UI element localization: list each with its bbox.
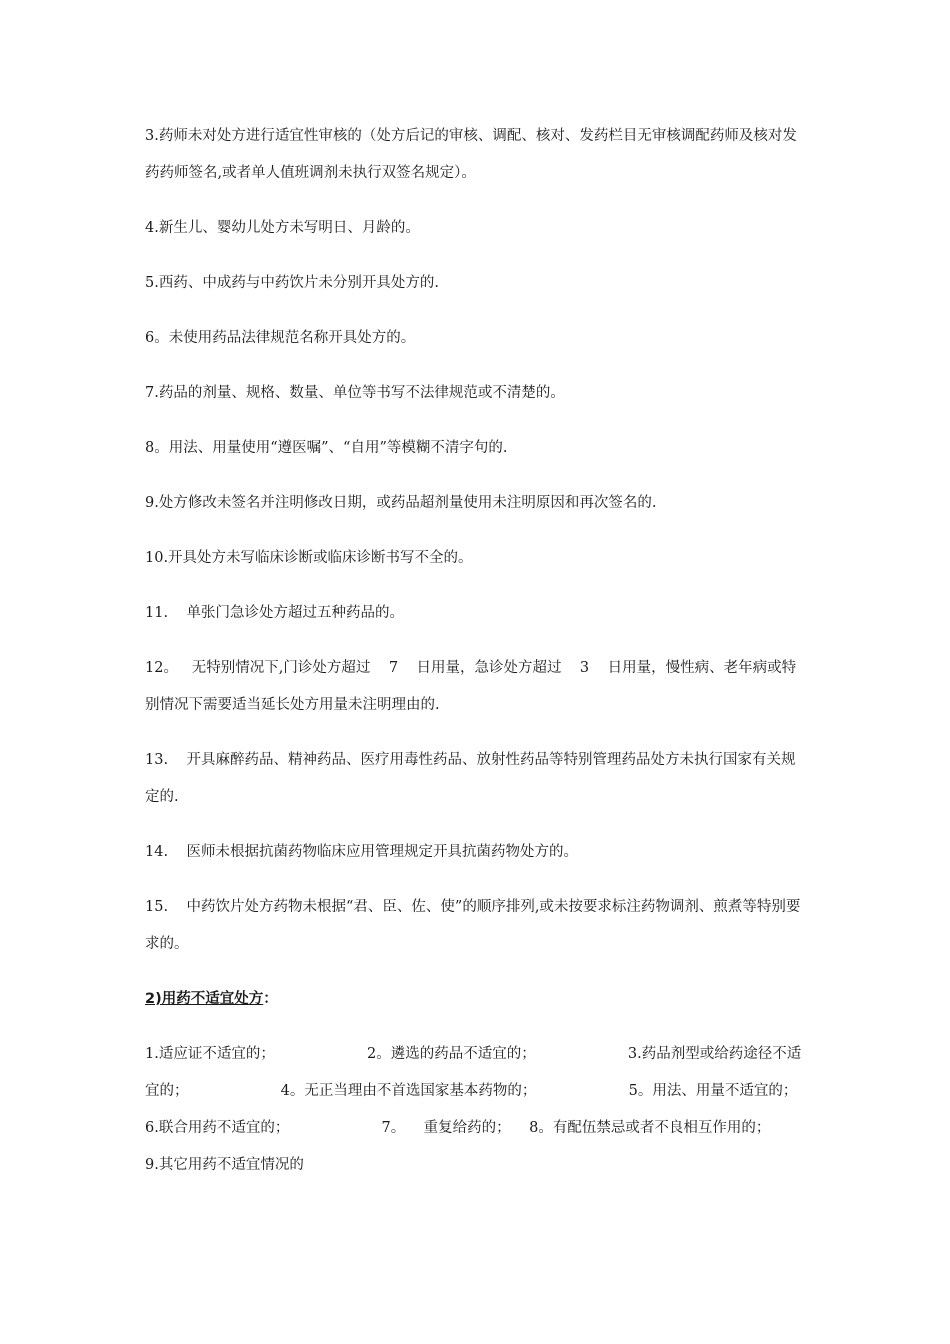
item-3: 3.药师未对处方进行适宜性审核的（处方后记的审核、调配、核对、发药栏目无审核调配药师及核对发药药师签名,或者单人值班调剂未执行双签名规定）。 [145,128,797,181]
item-12: 12。 无特别情况下,门诊处方超过 7 日用量，急诊处方超过 3 日用量，慢性病、老年病或特别情况下需要适当延长处方用量未注明理由的. [145,660,797,713]
item-7: 7.药品的剂量、规格、数量、单位等书写不法律规范或不清楚的。 [145,385,565,401]
item-5: 5.西药、中成药与中药饮片未分别开具处方的. [145,275,439,291]
item-14: 14. 医师未根据抗菌药物临床应用管理规定开具抗菌药物处方的。 [145,844,578,860]
item-4: 4.新生儿、婴幼儿处方未写明日、月龄的。 [145,220,420,236]
item-10: 10.开具处方未写临床诊断或临床诊断书写不全的。 [145,550,473,566]
section-heading [145,981,807,1018]
item-13: 13. 开具麻醉药品、精神药品、医疗用毒性药品、放射性药品等特别管理药品处方未执行国家有关规定的. [145,752,796,805]
item-8: 8。用法、用量使用“遵医嘱”、“自用”等模糊不清字句的. [145,440,508,456]
item-6: 6。未使用药品法律规范名称开具处方的。 [145,330,416,346]
item-15: 15. 中药饮片处方药物未根据“君、臣、佐、使”的顺序排列,或未按要求标注药物调剂、煎煮等特别要求的。 [145,899,801,952]
section-heading-text: 2)用药不适宜处方 [145,991,264,1007]
item-9: 9.处方修改未签名并注明修改日期，或药品超剂量使用未注明原因和再次签名的. [145,495,657,511]
section-list: 1.适应证不适宜的； 2。遴选的药品不适宜的； 3.药品剂型或给药途径不适宜的； 4。无正当理由不首选国家基本药物的； 5。用法、用量不适宜的； 6.联合用药不适宜的； 7。 重复给药的； 8。有配伍禁忌或者不良相互作用的； 9.其它用药不适宜情况的 [145,1046,890,1173]
section-heading-colon: ： [263,991,278,1007]
item-11: 11. 单张门急诊处方超过五种药品的。 [145,605,404,621]
document-page [145,118,890,1184]
